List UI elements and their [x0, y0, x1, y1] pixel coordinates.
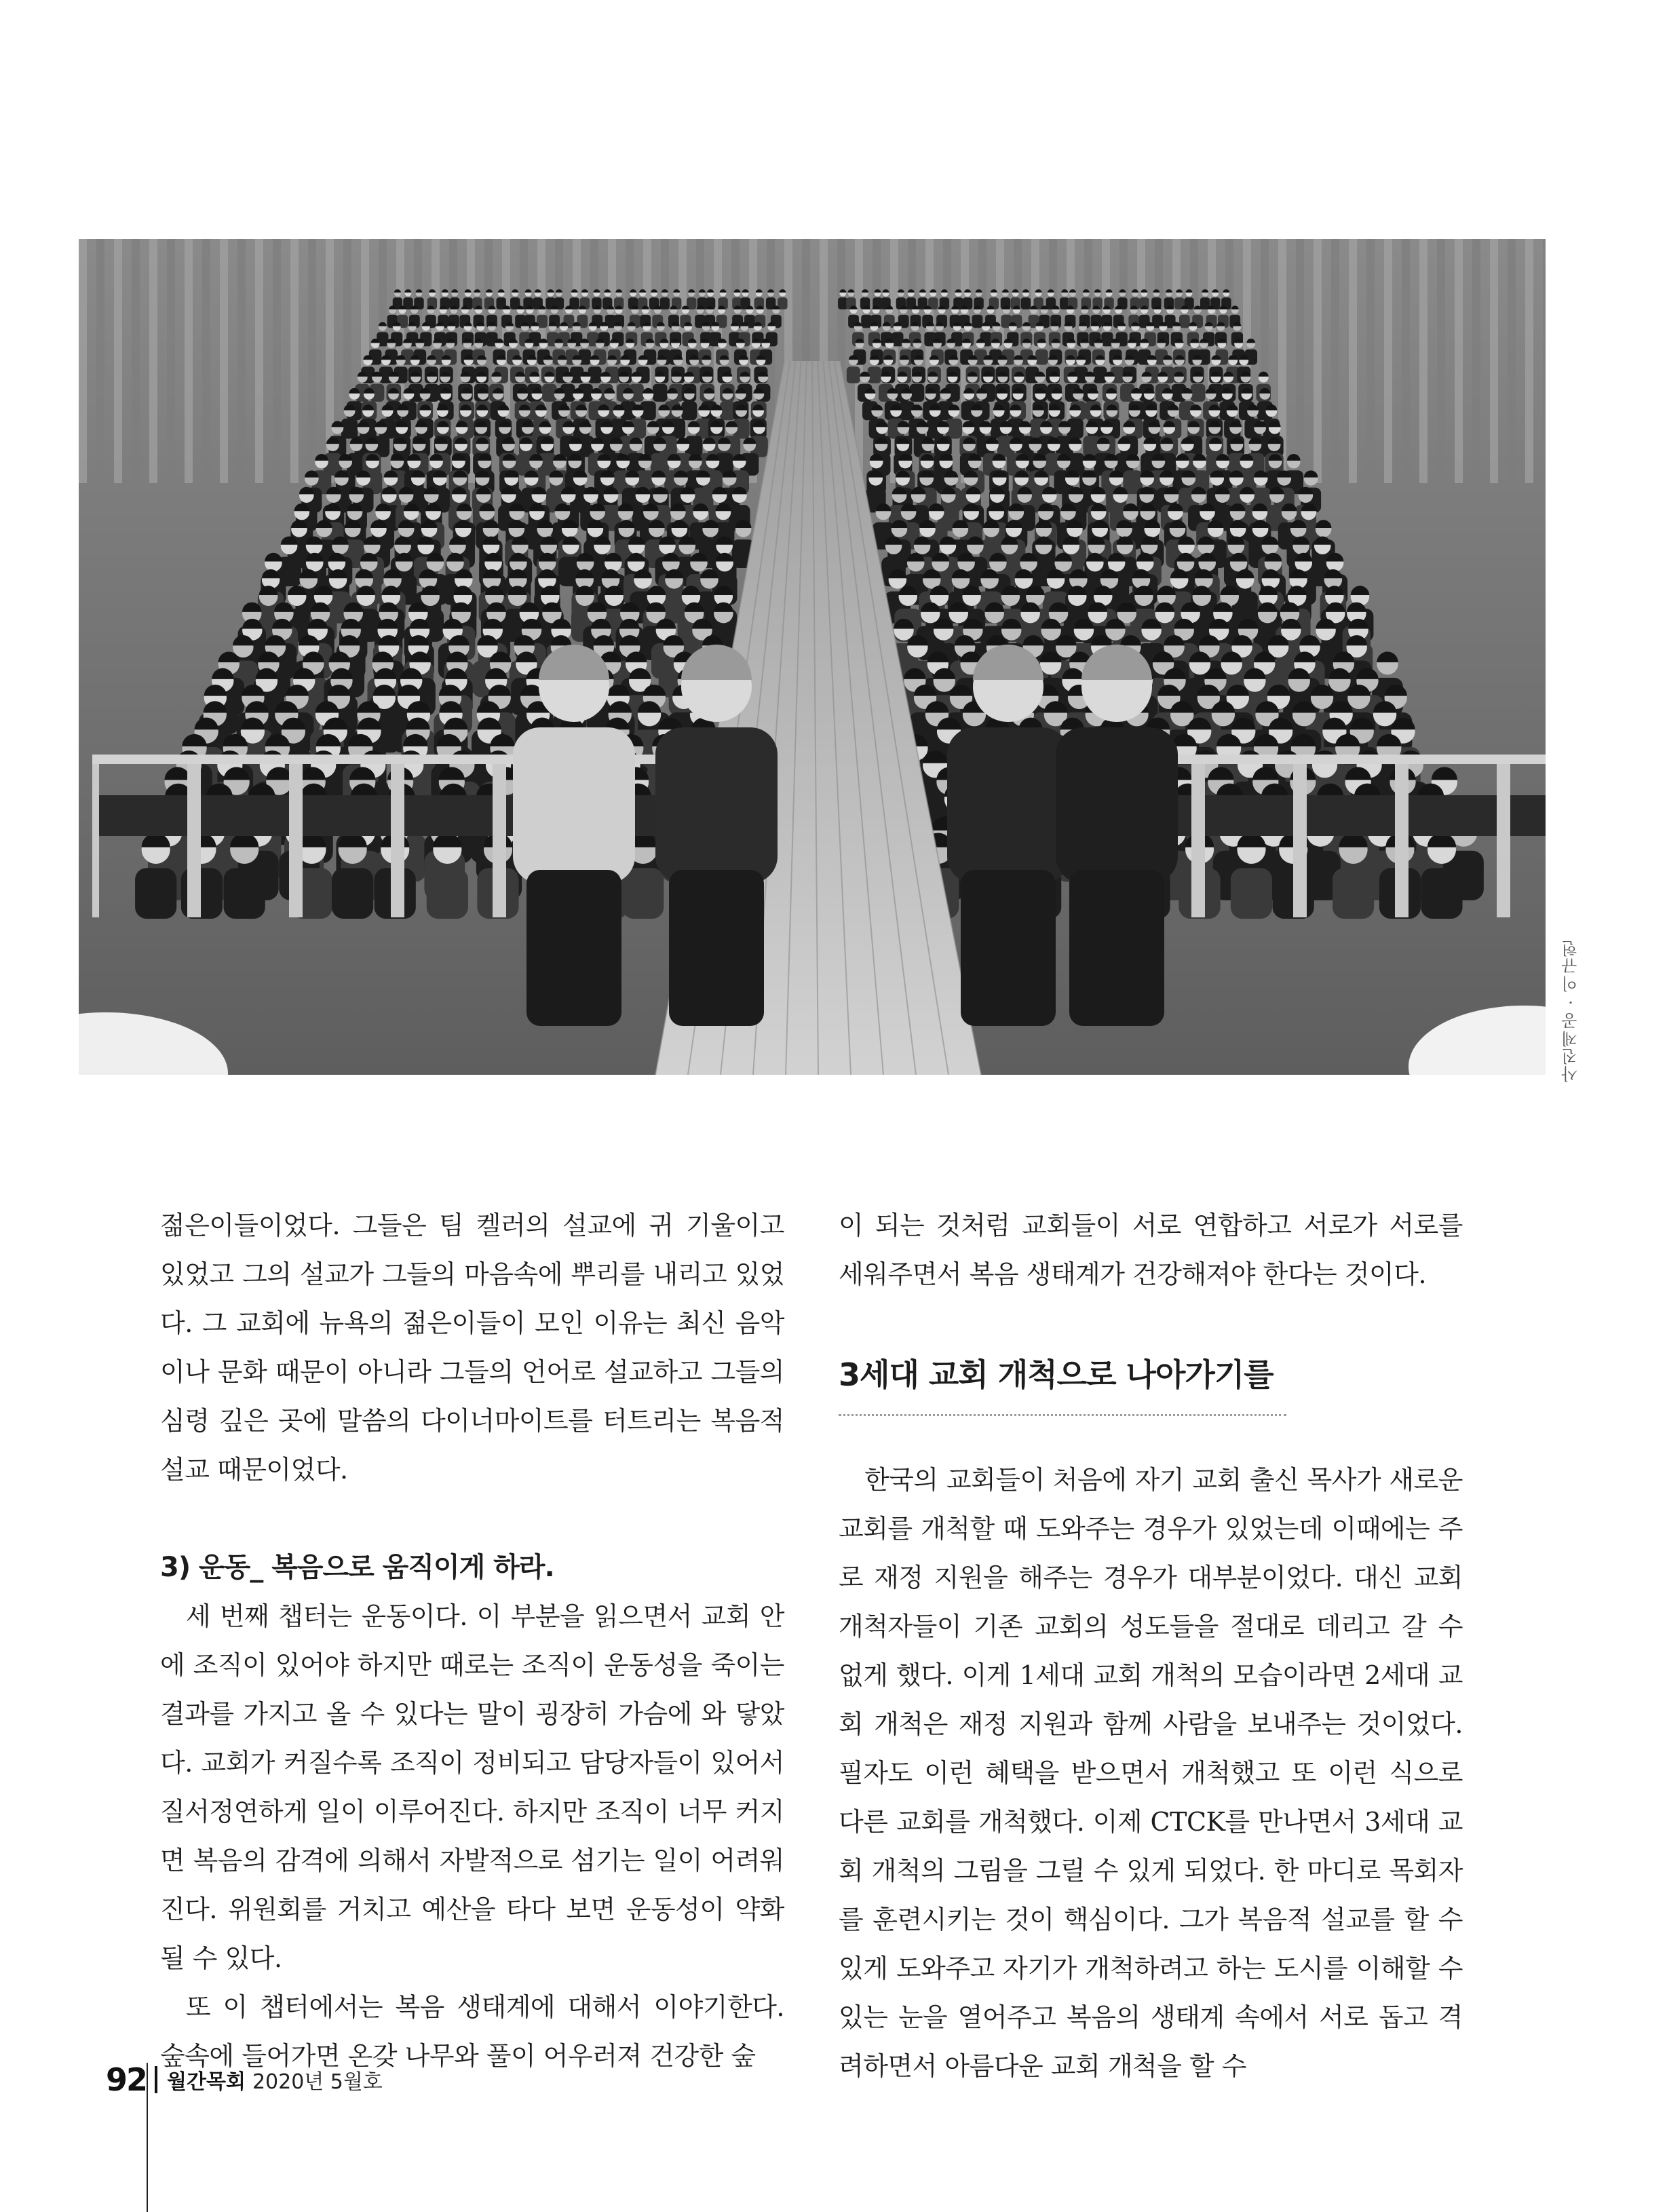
magazine-name: 월간목회 — [167, 2070, 246, 2094]
right-paragraph-1: 이 되는 것처럼 교회들이 서로 연합하고 서로가 서로를 세워주면서 복음 생태계가 건강해져야 한다는 것이다. — [839, 1210, 1463, 1289]
left-paragraph-3: 또 이 챕터에서는 복음 생태계에 대해서 이야기한다. 숲속에 들어가면 온갖 나무와 풀이 어우러져 건강한 숲 — [160, 1992, 784, 2071]
left-column — [160, 1201, 784, 2080]
auditorium-illustration — [79, 239, 1546, 1075]
audience-photo — [79, 239, 1546, 1075]
right-paragraph-2: 한국의 교회들이 처음에 자기 교회 출신 목사가 새로운 교회를 개척할 때 도와주는 경우가 있었는데 이때에는 주로 재정 지원을 해주는 경우가 대부분이었다. 대신 교회 개척자들이 기존 교회의 성도들을 절대로 데리고 갈 수 없게 했다. 이게 1세대 교회 개척의 모습이라면 2세대 교회 개척은 재정 지원과 함께 사람을 보내주는 것이었다. 필자도 이런 혜택을 받으면서 개척했고 또 이런 식으로 다른 교회를 개척했다. 이제 CTCK를 만나면서 3세대 교회 개척의 그림을 그릴 수 있게 되었다. 한 마디로 목회자를 훈련시키는 것이 핵심이다. 그가 복음적 설교를 할 수 있게 도와주고 자기가 개척하려고 하는 도시를 이해할 수 있는 눈을 열어주고 복음의 생태계 속에서 서로 돕고 격려하면서 아름다운 교회 개척을 할 수 — [839, 1465, 1463, 2081]
left-paragraph-2: 세 번째 챕터는 운동이다. 이 부분을 읽으면서 교회 안에 조직이 있어야 하지만 때로는 조직이 운동성을 죽이는 결과를 가지고 올 수 있다는 말이 굉장히 가슴에 와 닿았다. 교회가 커질수록 조직이 정비되고 담당자들이 있어서 질서정연하게 일이 이루어진다. 하지만 조직이 너무 커지면 복음의 감격에 의해서 자발적으로 섬기는 일이 어려워진다. 위원회를 거치고 예산을 타다 보면 운동성이 약화될 수 있다. — [160, 1601, 784, 1973]
right-column — [839, 1201, 1463, 2091]
footer-divider — [155, 2066, 157, 2093]
left-paragraph-1: 젊은이들이었다. 그들은 팀 켈러의 설교에 귀 기울이고 있었고 그의 설교가 그들의 마음속에 뿌리를 내리고 있었다. 그 교회에 뉴욕의 젊은이들이 모인 이유는 최신 음악이나 문화 때문이 아니라 그들의 언어로 설교하고 그들의 심령 깊은 곳에 말씀의 다이너마이트를 터트리는 복음적 설교 때문이었다. — [160, 1210, 784, 1485]
photo-credit: 사진제공 · 이규헌 — [1561, 939, 1581, 1083]
section-heading-third-generation: 3세대 교회 개척으로 나아가기를 — [839, 1348, 1286, 1416]
page-number: 92 — [106, 2061, 147, 2098]
issue-date: 2020년 5월호 — [252, 2070, 383, 2094]
section-heading-movement: 3) 운동_ 복음으로 움직이게 하라. — [160, 1552, 554, 1583]
footer-rule — [147, 2063, 148, 2212]
